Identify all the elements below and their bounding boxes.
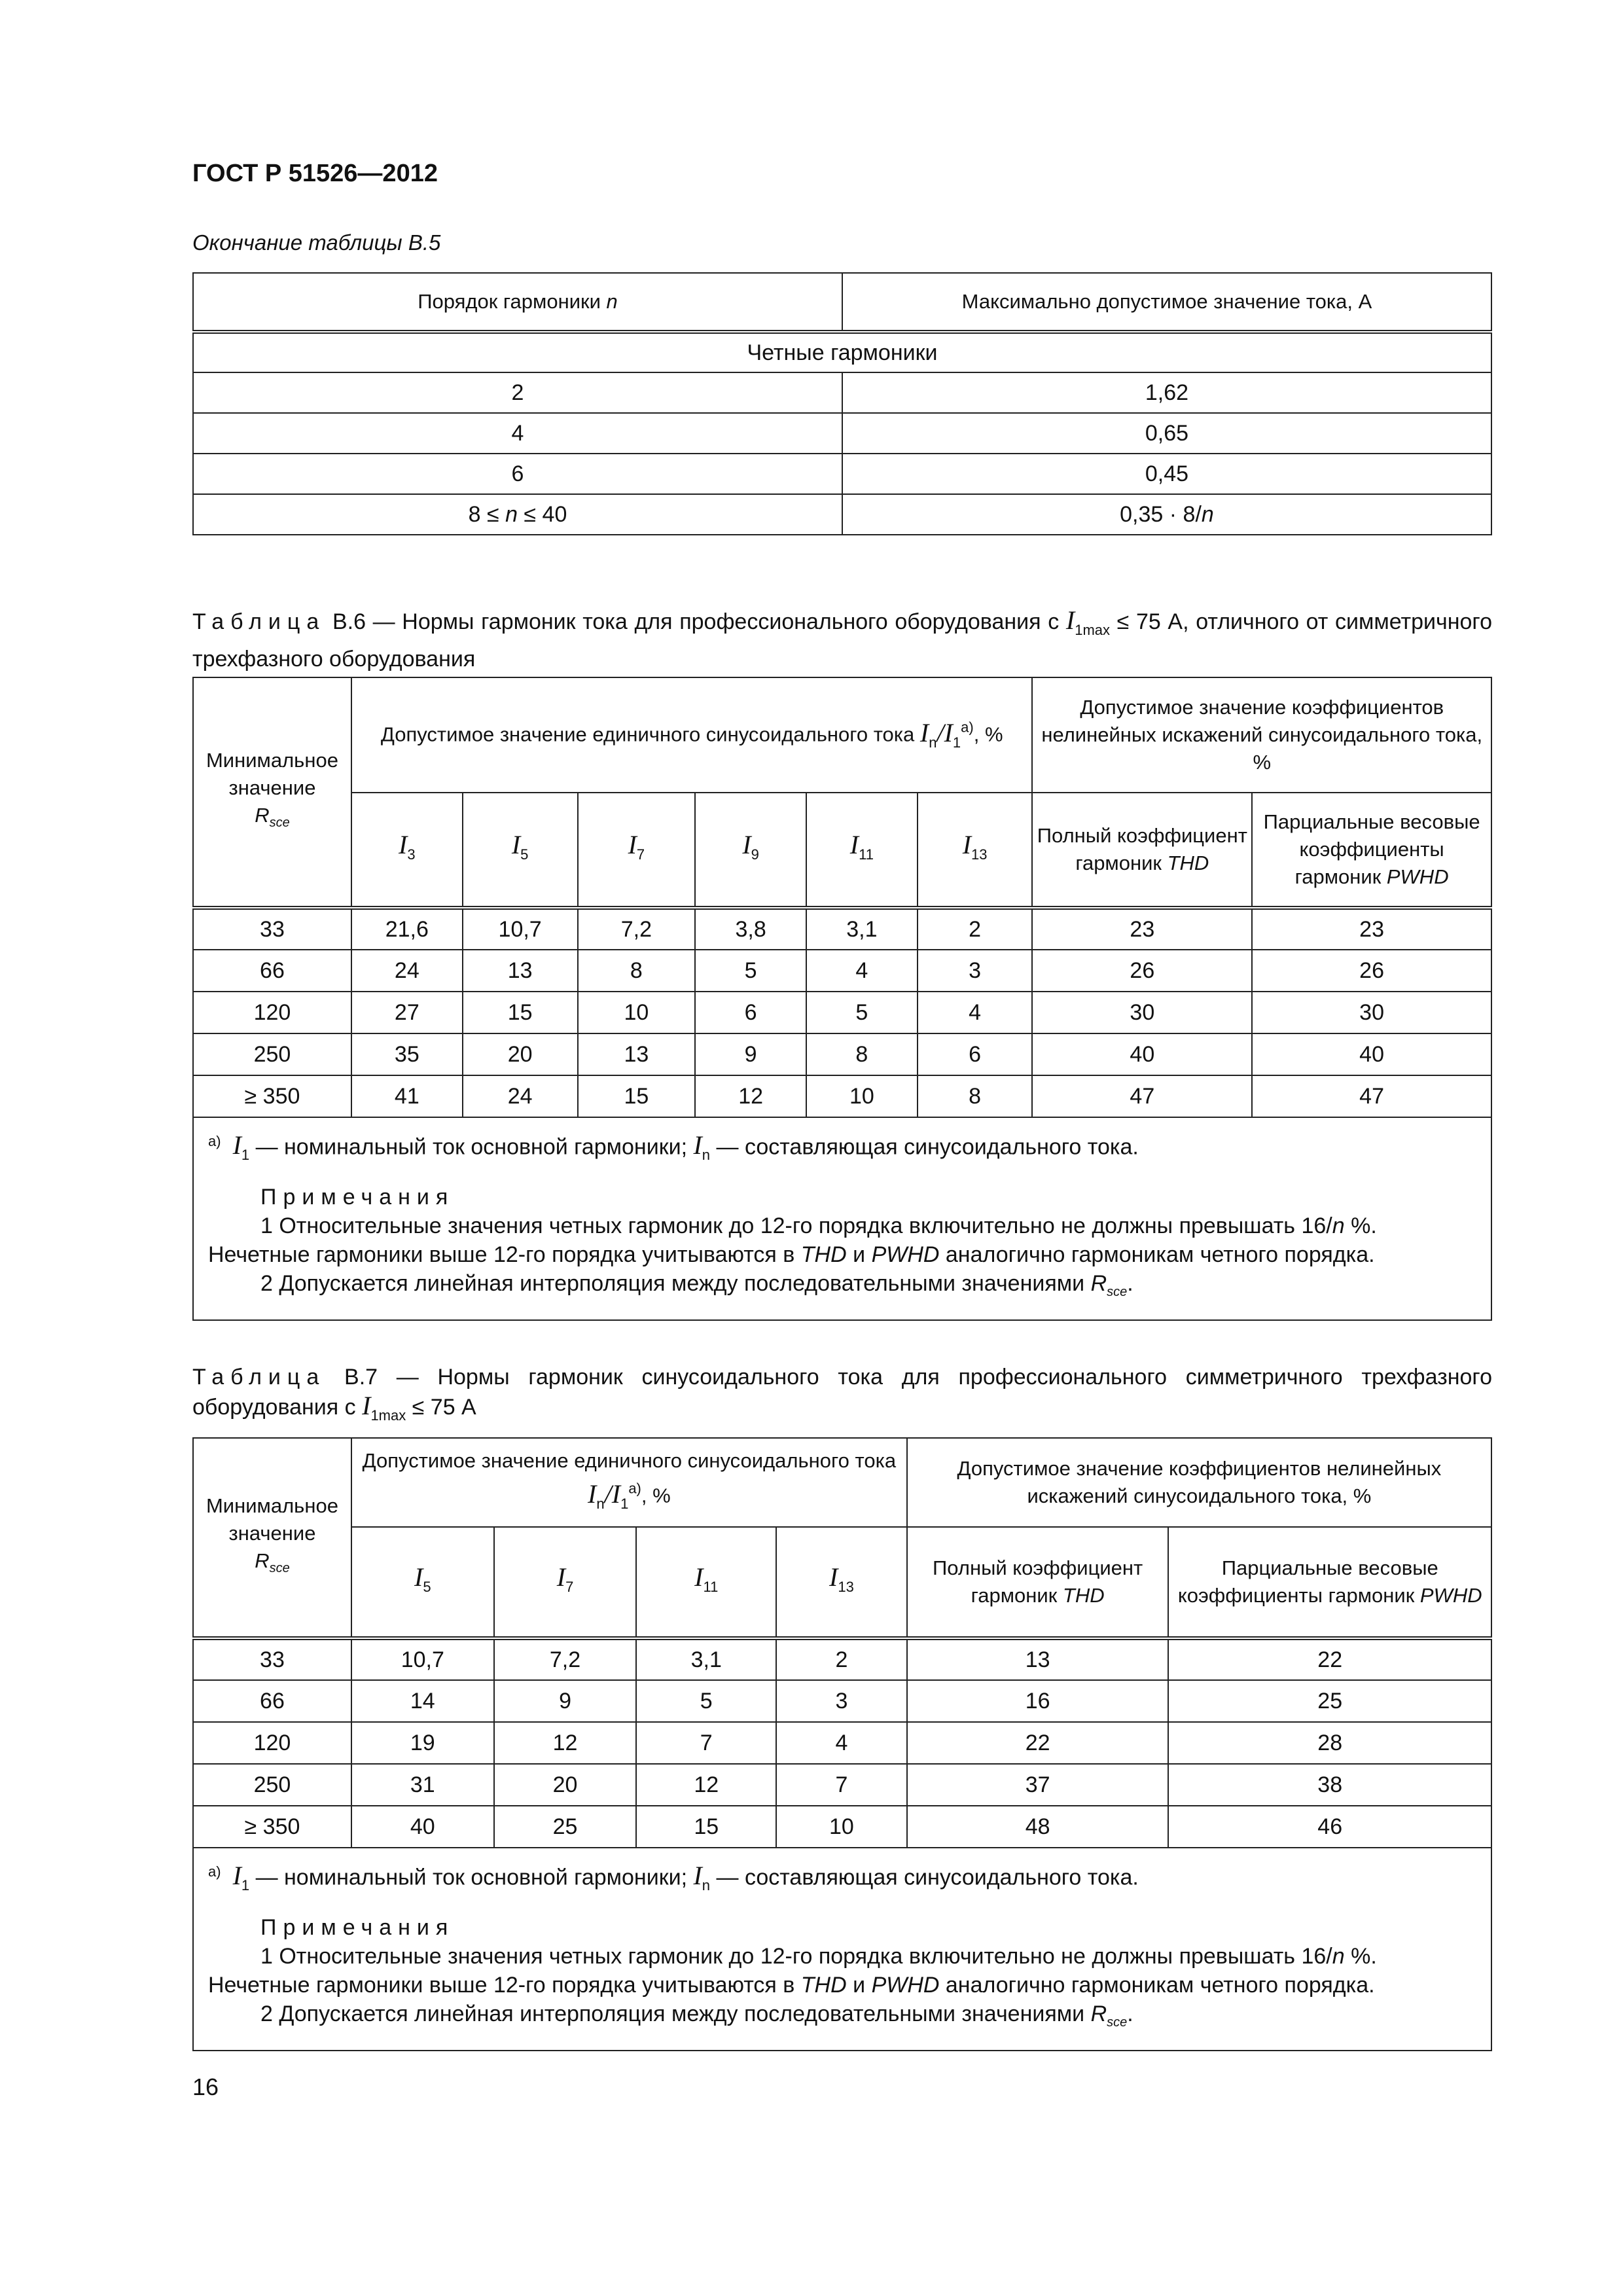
value-cell: 0,45 (842, 454, 1491, 494)
table-row (193, 494, 1491, 535)
value-cell: 12 (695, 1075, 806, 1117)
value-cell: 7 (776, 1764, 907, 1806)
value-cell: 28 (1168, 1722, 1491, 1764)
value-cell: 13 (578, 1033, 696, 1075)
value-cell: 15 (463, 992, 578, 1033)
harmonic-col-header-i11: $I_{11}$ (636, 1527, 776, 1638)
value-cell: 4 (918, 992, 1033, 1033)
value-cell: 20 (463, 1033, 578, 1075)
value-cell: 35 (351, 1033, 463, 1075)
value-cell: 25 (1168, 1680, 1491, 1722)
value-cell: 48 (907, 1806, 1169, 1848)
order-cell: 6 (193, 454, 842, 494)
value-cell: 6 (695, 992, 806, 1033)
rsce-cell: 33 (193, 1638, 351, 1680)
value-cell: 10,7 (351, 1638, 494, 1680)
rsce-header: Минимальное значение $R_{sce}$ (193, 1438, 351, 1638)
harmonic-col-header-i5: $I_5$ (351, 1527, 494, 1638)
pwhd-header: Парциальные весовые коэффициенты гармоник PWHD (1168, 1527, 1491, 1638)
value-cell: 37 (907, 1764, 1169, 1806)
unit-current-group-header: Допустимое значение единичного синусоидального тока $I_n/I_1^{а)}$, % (351, 1438, 907, 1527)
value-cell: 10 (776, 1806, 907, 1848)
rsce-cell: ≥ 350 (193, 1075, 351, 1117)
rsce-cell: 120 (193, 992, 351, 1033)
table-b7-notes: $^{а)}$ $I_1$ — номинальный ток основной гармоники; $I_n$ — составляющая синусоидального тока. Примечания 1 Относительные значения четных гармоник до 12-го порядка включительно не должны превышать 16/n %. Нечетные гармоники выше 12-го порядка учитываются в THD и PWHD аналогично гармоникам четного порядка. 2 Допускается линейная интерполяция между последовательными значениями $R_{sce}$. (193, 1848, 1491, 2051)
rsce-cell: 66 (193, 950, 351, 992)
value-cell: 46 (1168, 1806, 1491, 1848)
harmonic-col-header-i9: $I_9$ (695, 793, 806, 908)
rsce-cell: ≥ 350 (193, 1806, 351, 1848)
value-cell: 0,35 · 8/n (842, 494, 1491, 535)
value-cell: 30 (1032, 992, 1252, 1033)
value-cell: 20 (494, 1764, 637, 1806)
value-cell: 7,2 (494, 1638, 637, 1680)
table-row (193, 1806, 1491, 1848)
harmonic-col-header-i5: $I_5$ (463, 793, 578, 908)
value-cell: 3,1 (636, 1638, 776, 1680)
value-cell: 22 (907, 1722, 1169, 1764)
value-cell: 2 (918, 908, 1033, 950)
value-cell: 0,65 (842, 413, 1491, 454)
value-cell: 40 (1252, 1033, 1491, 1075)
order-cell: 4 (193, 413, 842, 454)
order-cell: 2 (193, 372, 842, 413)
value-cell: 3,1 (806, 908, 918, 950)
value-cell: 22 (1168, 1638, 1491, 1680)
table-row (193, 413, 1491, 454)
unit-current-group-header: Допустимое значение единичного синусоидального тока $I_n/I_1^{а)}$, % (351, 677, 1033, 793)
value-cell: 21,6 (351, 908, 463, 950)
table-row (193, 1680, 1491, 1722)
table-b7-caption: Таблица В.7 — Нормы гармоник синусоидального тока для профессионального симметричного трехфазного оборудования с $I_{1max} \le 75$ А (192, 1365, 1492, 1424)
value-cell: 8 (806, 1033, 918, 1075)
table-row (193, 1764, 1491, 1806)
rsce-cell: 120 (193, 1722, 351, 1764)
value-cell: 13 (463, 950, 578, 992)
value-cell: 2 (776, 1638, 907, 1680)
value-cell: 30 (1252, 992, 1491, 1033)
rsce-cell: 250 (193, 1033, 351, 1075)
value-cell: 7 (636, 1722, 776, 1764)
table-row (193, 1075, 1491, 1117)
value-cell: 13 (907, 1638, 1169, 1680)
table-row (193, 908, 1491, 950)
table-continuation-caption: Окончание таблицы В.5 (192, 230, 441, 255)
pwhd-header: Парциальные весовые коэффициенты гармоник PWHD (1252, 793, 1491, 908)
value-cell: 23 (1032, 908, 1252, 950)
table-row (193, 950, 1491, 992)
value-cell: 8 (578, 950, 696, 992)
table-b6-notes: $^{а)}$ $I_1$ — номинальный ток основной гармоники; $I_n$ — составляющая синусоидального тока. Примечания 1 Относительные значения четных гармоник до 12-го порядка включительно не должны превышать 16/n %. Нечетные гармоники выше 12-го порядка учитываются в THD и PWHD аналогично гармоникам четного порядка. 2 Допускается линейная интерполяция между последовательными значениями $R_{sce}$. (193, 1117, 1491, 1320)
value-cell: 40 (351, 1806, 494, 1848)
value-cell: 26 (1252, 950, 1491, 992)
value-cell: 9 (695, 1033, 806, 1075)
page-number: 16 (192, 2073, 219, 2100)
value-cell: 10,7 (463, 908, 578, 950)
value-cell: 23 (1252, 908, 1491, 950)
thd-header: Полный коэффициент гармоник THD (1032, 793, 1252, 908)
value-cell: 1,62 (842, 372, 1491, 413)
value-cell: 10 (578, 992, 696, 1033)
value-cell: 15 (578, 1075, 696, 1117)
value-cell: 24 (463, 1075, 578, 1117)
table-row (193, 992, 1491, 1033)
table-b6 (192, 677, 1492, 1321)
value-cell: 16 (907, 1680, 1169, 1722)
distortion-group-header: Допустимое значение коэффициентов нелинейных искажений синусоидального тока, % (1032, 677, 1491, 793)
table-b6-caption: Таблица В.6 — Нормы гармоник тока для профессионального оборудования с $I_{1max} \le 75$ А, отличного от симметричного трехфазного оборудования (192, 605, 1492, 672)
col-max-current-header: Максимально допустимое значение тока, А (842, 273, 1491, 332)
rsce-cell: 66 (193, 1680, 351, 1722)
rsce-cell: 250 (193, 1764, 351, 1806)
harmonic-col-header-i13: $I_{13}$ (918, 793, 1033, 908)
table-row (193, 454, 1491, 494)
value-cell: 25 (494, 1806, 637, 1848)
value-cell: 8 (918, 1075, 1033, 1117)
harmonic-col-header-i7: $I_7$ (578, 793, 696, 908)
section-even-harmonics: Четные гармоники (193, 332, 1491, 372)
value-cell: 12 (636, 1764, 776, 1806)
value-cell: 5 (695, 950, 806, 992)
value-cell: 5 (636, 1680, 776, 1722)
harmonic-col-header-i13: $I_{13}$ (776, 1527, 907, 1638)
table-b5-end (192, 272, 1492, 535)
document-code: ГОСТ Р 51526—2012 (192, 160, 438, 187)
distortion-group-header: Допустимое значение коэффициентов нелинейных искажений синусоидального тока, % (907, 1438, 1491, 1527)
order-cell: 8 ≤ n ≤ 40 (193, 494, 842, 535)
table-row (193, 1033, 1491, 1075)
value-cell: 47 (1032, 1075, 1252, 1117)
value-cell: 14 (351, 1680, 494, 1722)
table-row (193, 1638, 1491, 1680)
value-cell: 38 (1168, 1764, 1491, 1806)
value-cell: 26 (1032, 950, 1252, 992)
value-cell: 4 (776, 1722, 907, 1764)
value-cell: 27 (351, 992, 463, 1033)
value-cell: 15 (636, 1806, 776, 1848)
value-cell: 9 (494, 1680, 637, 1722)
value-cell: 3,8 (695, 908, 806, 950)
value-cell: 40 (1032, 1033, 1252, 1075)
value-cell: 12 (494, 1722, 637, 1764)
value-cell: 19 (351, 1722, 494, 1764)
table-b7 (192, 1437, 1492, 2051)
value-cell: 31 (351, 1764, 494, 1806)
value-cell: 24 (351, 950, 463, 992)
value-cell: 3 (918, 950, 1033, 992)
harmonic-col-header-i3: $I_3$ (351, 793, 463, 908)
value-cell: 47 (1252, 1075, 1491, 1117)
table-row (193, 372, 1491, 413)
table-row (193, 1722, 1491, 1764)
value-cell: 6 (918, 1033, 1033, 1075)
value-cell: 5 (806, 992, 918, 1033)
harmonic-col-header-i7: $I_7$ (494, 1527, 637, 1638)
value-cell: 41 (351, 1075, 463, 1117)
value-cell: 3 (776, 1680, 907, 1722)
value-cell: 10 (806, 1075, 918, 1117)
col-harmonic-order-header: Порядок гармоники n (193, 273, 842, 332)
value-cell: 4 (806, 950, 918, 992)
rsce-header: Минимальное значение $R_{sce}$ (193, 677, 351, 908)
harmonic-col-header-i11: $I_{11}$ (806, 793, 918, 908)
value-cell: 7,2 (578, 908, 696, 950)
thd-header: Полный коэффициент гармоник THD (907, 1527, 1169, 1638)
rsce-cell: 33 (193, 908, 351, 950)
